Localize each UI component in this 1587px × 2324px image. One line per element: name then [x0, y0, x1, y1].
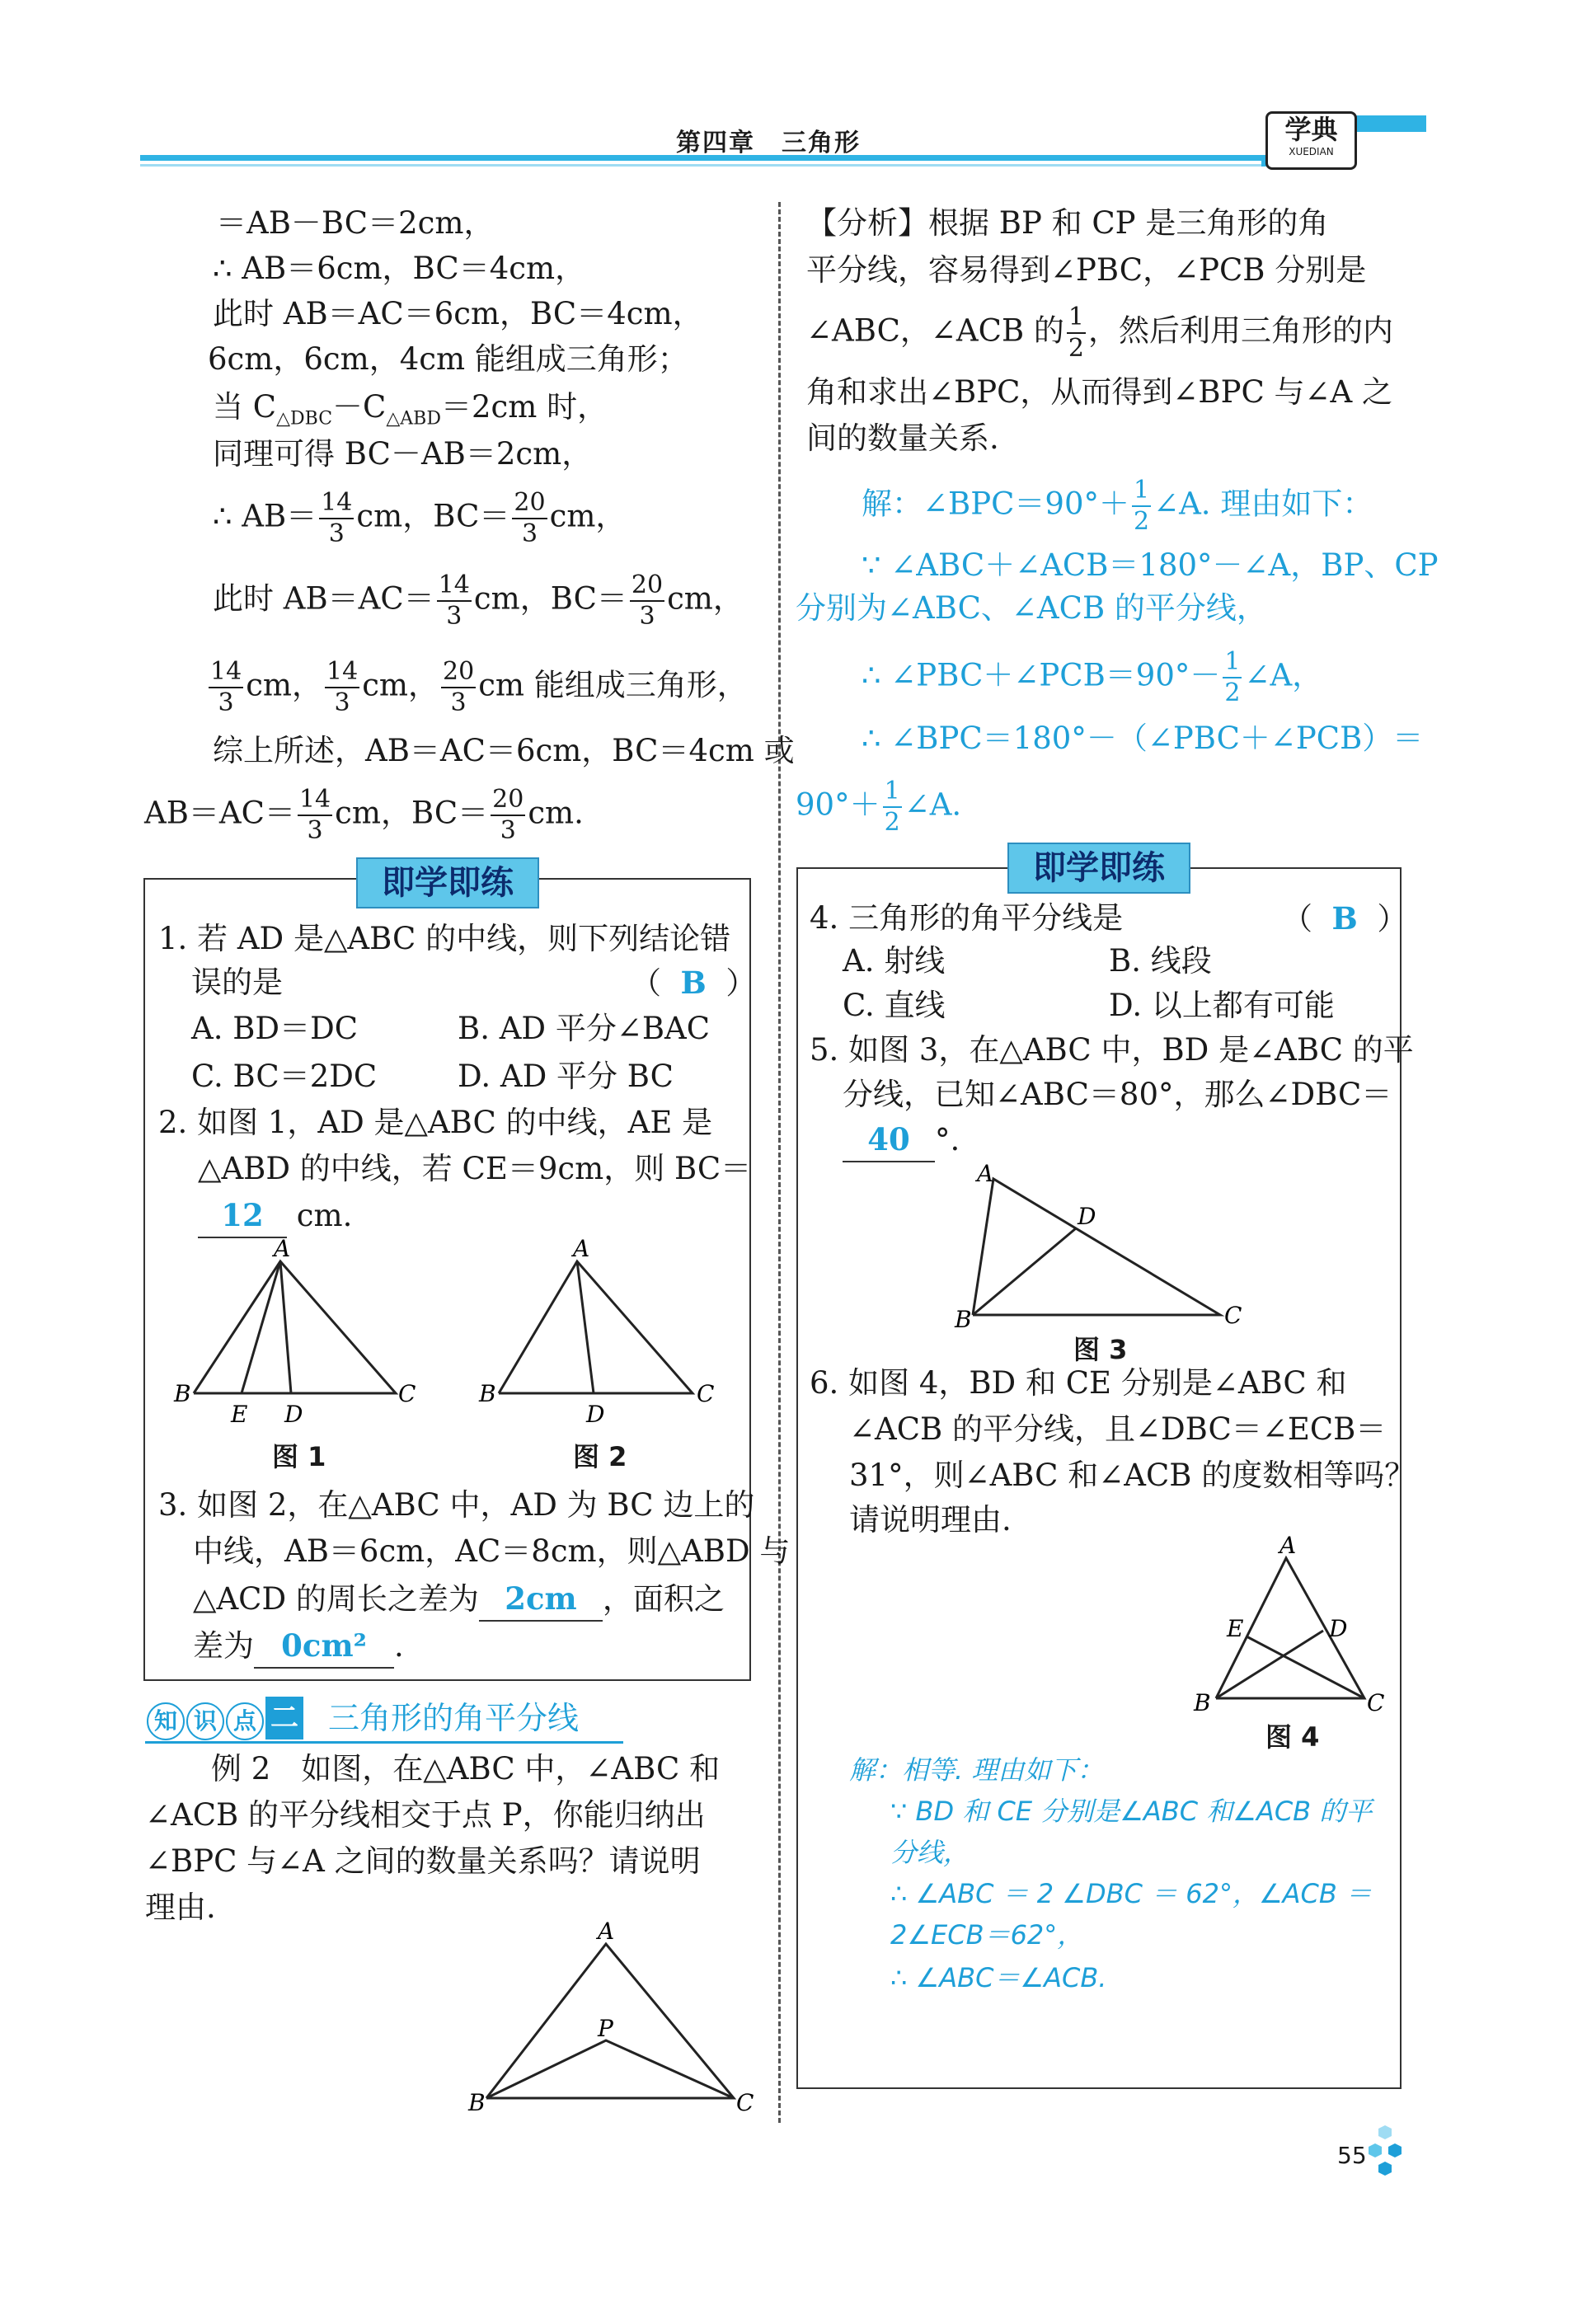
fig3-label-a: A: [977, 1160, 994, 1187]
fig4-caption: 图 4: [1265, 1721, 1320, 1753]
solution-line-5: ∴ ∠BPC＝180°－（∠PBC＋∠PCB）＝: [862, 721, 1424, 756]
hand-answer-6: ∴ ∠ABC＝∠ACB.: [890, 1962, 1107, 1993]
fig1-label-e: E: [231, 1401, 248, 1428]
analysis-line-3: ∠ABC，∠ACB 的 $\frac{1}{2}$ ，然后利用三角形的内: [806, 303, 1393, 363]
logo: [1265, 111, 1357, 170]
q6-line-2: ∠ACB 的平分线，且∠DBC＝∠ECB＝: [849, 1411, 1387, 1447]
badge-char-1: 知: [147, 1702, 185, 1740]
page-number: 55: [1337, 2142, 1367, 2169]
solution-line-3: 分别为∠ABC、∠ACB 的平分线，: [796, 590, 1267, 626]
logo-text: 学典: [1284, 114, 1338, 145]
fig4-label-a: A: [1279, 1533, 1297, 1559]
q6-line-3: 31°，则∠ABC 和∠ACB 的度数相等吗？: [849, 1458, 1416, 1493]
q3-line-3: △ACD 的周长之差为 2cm ，面积之: [193, 1577, 725, 1622]
practice-box-2-title: 即学即练: [1007, 843, 1190, 894]
knowledge-number: 二: [265, 1697, 303, 1739]
q1-option-a: A. BD＝DC: [191, 1011, 359, 1046]
hand-answer-5: 2∠ECB＝62°，: [890, 1919, 1084, 1951]
knowledge-badge: [147, 1702, 264, 1740]
q1-option-c: C. BC＝2DC: [191, 1059, 378, 1094]
q6-line-4: 请说明理由.: [849, 1502, 1012, 1538]
badge-char-3: 点: [226, 1702, 264, 1740]
logo-sub: XUEDIAN: [1289, 146, 1334, 157]
fig2-label-a: A: [573, 1237, 590, 1262]
solution-line-2: ∵ ∠ABC＋∠ACB＝180°－∠A，BP、CP: [862, 547, 1439, 583]
q2-line-2: △ABD 的中线，若 CE＝9cm，则 BC＝: [198, 1151, 752, 1186]
q5-line-3: 40 °.: [843, 1118, 960, 1162]
sol-line-6: 同理可得 BC－AB＝2cm，: [213, 436, 593, 472]
hand-answer-4: ∴ ∠ABC ＝ 2 ∠DBC ＝ 62°，∠ACB ＝: [890, 1878, 1373, 1909]
example-line-2: ∠ACB 的平分线相交于点 P，你能归纳出: [145, 1797, 706, 1833]
q5-line-2: 分线，已知∠ABC＝80°，那么∠DBC＝: [843, 1077, 1392, 1112]
figure-2: [474, 1237, 738, 1434]
q3-line-4: 差为 0cm² .: [193, 1624, 404, 1669]
practice-box-1-title: 即学即练: [356, 857, 539, 908]
hand-answer-2: ∵ BD 和 CE 分别是∠ABC 和∠ACB 的平: [890, 1796, 1373, 1827]
knowledge-underline: [145, 1741, 623, 1744]
q1-answer-value: B: [680, 965, 707, 1001]
q2-line-1: 2. 如图 1，AD 是△ABC 的中线，AE 是: [158, 1105, 713, 1140]
analysis-line-4: 角和求出∠BPC，从而得到∠BPC 与∠A 之: [806, 374, 1393, 410]
figure-3: [948, 1158, 1261, 1336]
example-figure: [462, 1921, 767, 2119]
figure-4: [1187, 1533, 1402, 1719]
q2-line-3: 12 cm.: [198, 1194, 352, 1238]
q3-answer-1: 2cm: [479, 1577, 603, 1622]
q4-option-d: D. 以上都有可能: [1109, 988, 1335, 1023]
q1-option-b: B. AD 平分∠BAC: [458, 1011, 711, 1046]
badge-char-2: 识: [186, 1702, 224, 1740]
solution-line-1: 解：∠BPC＝90°＋ $\frac{1}{2}$ ∠A. 理由如下：: [862, 476, 1373, 536]
fig3-label-d: D: [1078, 1203, 1096, 1230]
fig4-label-e: E: [1227, 1615, 1244, 1642]
solution-line-4: ∴ ∠PBC＋∠PCB＝90°－ $\frac{1}{2}$ ∠A，: [862, 647, 1323, 707]
fig4-label-d: D: [1329, 1615, 1348, 1642]
q3-line-1: 3. 如图 2，在△ABC 中，AD 为 BC 边上的: [158, 1487, 755, 1523]
q5-answer: 40: [843, 1118, 935, 1162]
sol-line-11: AB＝AC＝ $\frac{14}{3}$ cm，BC＝ $\frac{20}{3}$ cm.: [144, 785, 584, 845]
q1-option-d: D. AD 平分 BC: [458, 1059, 674, 1094]
ex-label-c: C: [736, 2089, 754, 2116]
ex-label-a: A: [598, 1921, 615, 1945]
fig1-label-a: A: [274, 1237, 291, 1262]
sol-line-1: ＝AB－BC＝2cm，: [216, 205, 495, 241]
fig1-label-b: B: [174, 1380, 191, 1407]
q2-answer: 12: [198, 1194, 287, 1238]
q4-answer-value: B: [1331, 900, 1358, 937]
sol-line-7: ∴ AB＝ $\frac{14}{3}$ cm，BC＝ $\frac{20}{3}$ cm，: [213, 488, 627, 548]
q4-line: 4. 三角形的角平分线是: [810, 900, 1124, 936]
ex-label-p: P: [598, 2015, 613, 2042]
knowledge-title: 三角形的角平分线: [328, 1700, 580, 1736]
sol-line-2: ∴ AB＝6cm，BC＝4cm，: [213, 251, 586, 286]
q4-option-a: A. 射线: [843, 943, 946, 979]
q4-option-b: B. 线段: [1109, 943, 1212, 979]
analysis-line-5: 间的数量关系.: [806, 420, 999, 456]
sol-line-8: 此时 AB＝AC＝ $\frac{14}{3}$ cm，BC＝ $\frac{20}{3}$ cm，: [213, 570, 744, 631]
fig2-caption: 图 2: [573, 1441, 627, 1472]
q1-line-2: 误的是: [191, 965, 283, 1000]
column-divider: [778, 202, 781, 2123]
hand-answer-1: 解：相等. 理由如下：: [849, 1754, 1104, 1786]
figure-1: [169, 1237, 433, 1434]
example-line-4: 理由.: [145, 1890, 216, 1925]
analysis-line-2: 平分线，容易得到∠PBC，∠PCB 分别是: [806, 252, 1367, 288]
fig2-label-d: D: [586, 1401, 605, 1428]
fig2-label-b: B: [479, 1380, 496, 1407]
fig3-caption: 图 3: [1073, 1334, 1128, 1365]
fig1-label-c: C: [398, 1380, 416, 1407]
fig4-label-c: C: [1367, 1689, 1385, 1716]
q6-line-1: 6. 如图 4，BD 和 CE 分别是∠ABC 和: [810, 1365, 1347, 1401]
ex-label-b: B: [468, 2089, 486, 2116]
fig2-label-c: C: [697, 1380, 715, 1407]
q1-answer: （ B ）: [631, 965, 757, 1001]
example-line-1: 例 2 如图，在△ABC 中，∠ABC 和: [211, 1751, 721, 1786]
hand-answer-3: 分线，: [890, 1837, 970, 1868]
example-line-3: ∠BPC 与∠A 之间的数量关系吗？请说明: [145, 1843, 701, 1879]
decor-hexagons-icon: [1352, 2119, 1402, 2185]
solution-line-6: 90°＋ $\frac{1}{2}$ ∠A.: [796, 777, 962, 837]
q4-answer: （ B ）: [1282, 900, 1408, 937]
analysis-line-1: 【分析】根据 BP 和 CP 是三角形的角: [806, 205, 1329, 241]
chapter-title: 第四章 三角形: [676, 129, 861, 157]
q4-option-c: C. 直线: [843, 988, 946, 1023]
fig1-caption: 图 1: [272, 1441, 326, 1472]
q3-line-2: 中线，AB＝6cm，AC＝8cm，则△ABD 与: [193, 1533, 791, 1569]
sol-line-3: 此时 AB＝AC＝6cm，BC＝4cm，: [213, 296, 703, 331]
sol-line-5: 当 $C_{\triangle DBC}-C_{\triangle ABD}=2cm$ 时，: [213, 389, 608, 430]
fig3-label-b: B: [955, 1306, 972, 1333]
fig3-label-c: C: [1224, 1302, 1242, 1329]
fig4-label-b: B: [1194, 1689, 1211, 1716]
q5-line-1: 5. 如图 3，在△ABC 中，BD 是∠ABC 的平: [810, 1032, 1414, 1068]
fig1-label-d: D: [284, 1401, 303, 1428]
sol-line-9: $\frac{14}{3}$ cm， $\frac{14}{3}$ cm， $\frac{20}{3}$ cm 能组成三角形，: [210, 657, 748, 717]
sol-line-4: 6cm，6cm，4cm 能组成三角形；: [208, 341, 688, 377]
q1-line-1: 1. 若 AD 是△ABC 的中线，则下列结论错: [158, 921, 731, 956]
sol-line-10: 综上所述，AB＝AC＝6cm，BC＝4cm 或: [213, 733, 795, 768]
q3-answer-2: 0cm²: [254, 1624, 394, 1669]
